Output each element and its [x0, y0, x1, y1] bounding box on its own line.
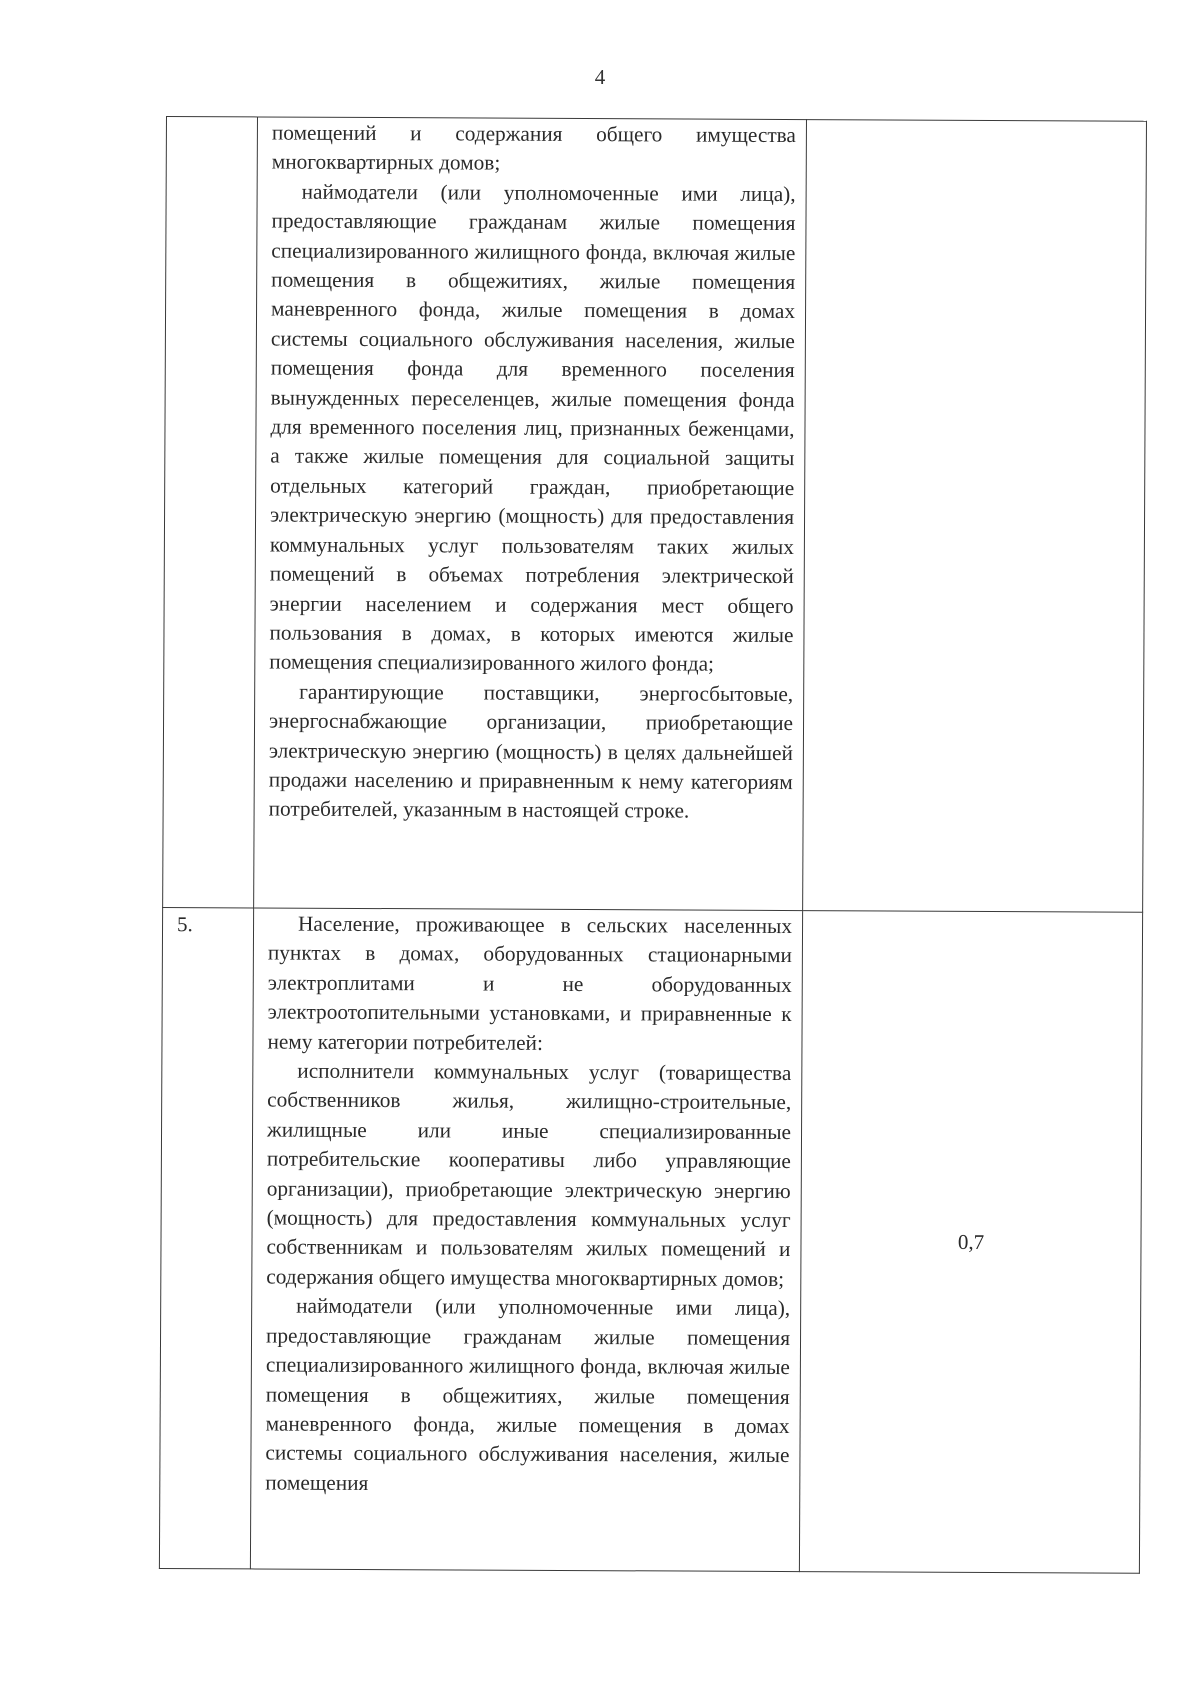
table-row — [163, 117, 1147, 913]
tariff-table — [159, 116, 1147, 1574]
row-number-cell — [163, 117, 258, 908]
paragraph-landlords: наймодатели (или уполномоченные ими лица), предоставляющие гражданам жилые помещения специализированного жилищного фонда, включая жилые помещения в общежитиях, жилые помещения маневренного фонда, жилые помещения в домах системы социального обслуживания населения, жилые помещения фонда для временного поселения вынужденных переселенцев, жилые помещения фонда для временного поселения лиц, признанных беженцами, а также жилые помещения для социальной защиты отдельных категорий граждан, приобретающие электрическую энергию (мощность) для предоставления коммунальных услуг пользователям таких жилых помещений в объемах потребления электрической энергии населением и содержания мест общего пользования в домах, в которых имеются жилые помещения специализированного жилого фонда; — [269, 179, 796, 676]
row-description-cell — [250, 908, 802, 1572]
row-description-cell — [254, 117, 807, 911]
table-row — [159, 907, 1142, 1573]
paragraph-population: Население, проживающее в сельских населенных пунктах в домах, оборудованных стационарными электроплитами и не оборудованных электроотопительными установками, и приравненные к нему категории потребителей: — [267, 911, 793, 1055]
paragraph-suppliers: гарантирующие поставщики, энергосбытовые, энергоснабжающие организации, приобретающие электрическую энергию (мощность) в целях дальнейшей продажи населению и приравненным к нему категориям потребителей, указанным в настоящей строке. — [268, 679, 794, 823]
row-description — [255, 117, 806, 826]
row-description — [251, 908, 802, 1500]
paragraph-continuation: помещений и содержания общего имущества многоквартирных домов; — [271, 120, 796, 176]
row-value-cell — [803, 120, 1147, 913]
page-number: 4 — [594, 65, 606, 89]
paragraph-landlords: наймодатели (или уполномоченные ими лица), предоставляющие гражданам жилые помещения специализированного жилищного фонда, включая жилые помещения в общежитиях, жилые помещения маневренного фонда, жилые помещения в домах системы социального обслуживания населения, жилые помещения — [265, 1293, 791, 1495]
row-value-cell: 0,7 — [799, 911, 1142, 1574]
row-number: 5. — [176, 912, 193, 937]
row-number-cell — [159, 907, 253, 1568]
row-number — [167, 117, 257, 119]
paragraph-utility-providers: исполнители коммунальных услуг (товарищества собственников жилья, жилищно-строительные, жилищные или иные специализированные потребительские кооперативы либо управляющие организации), приобретающие электрическую энергию (мощность) для предоставления коммунальных услуг собственникам и пользователям жилых помещений и содержания общего имущества многоквартирных домов; — [266, 1058, 792, 1291]
